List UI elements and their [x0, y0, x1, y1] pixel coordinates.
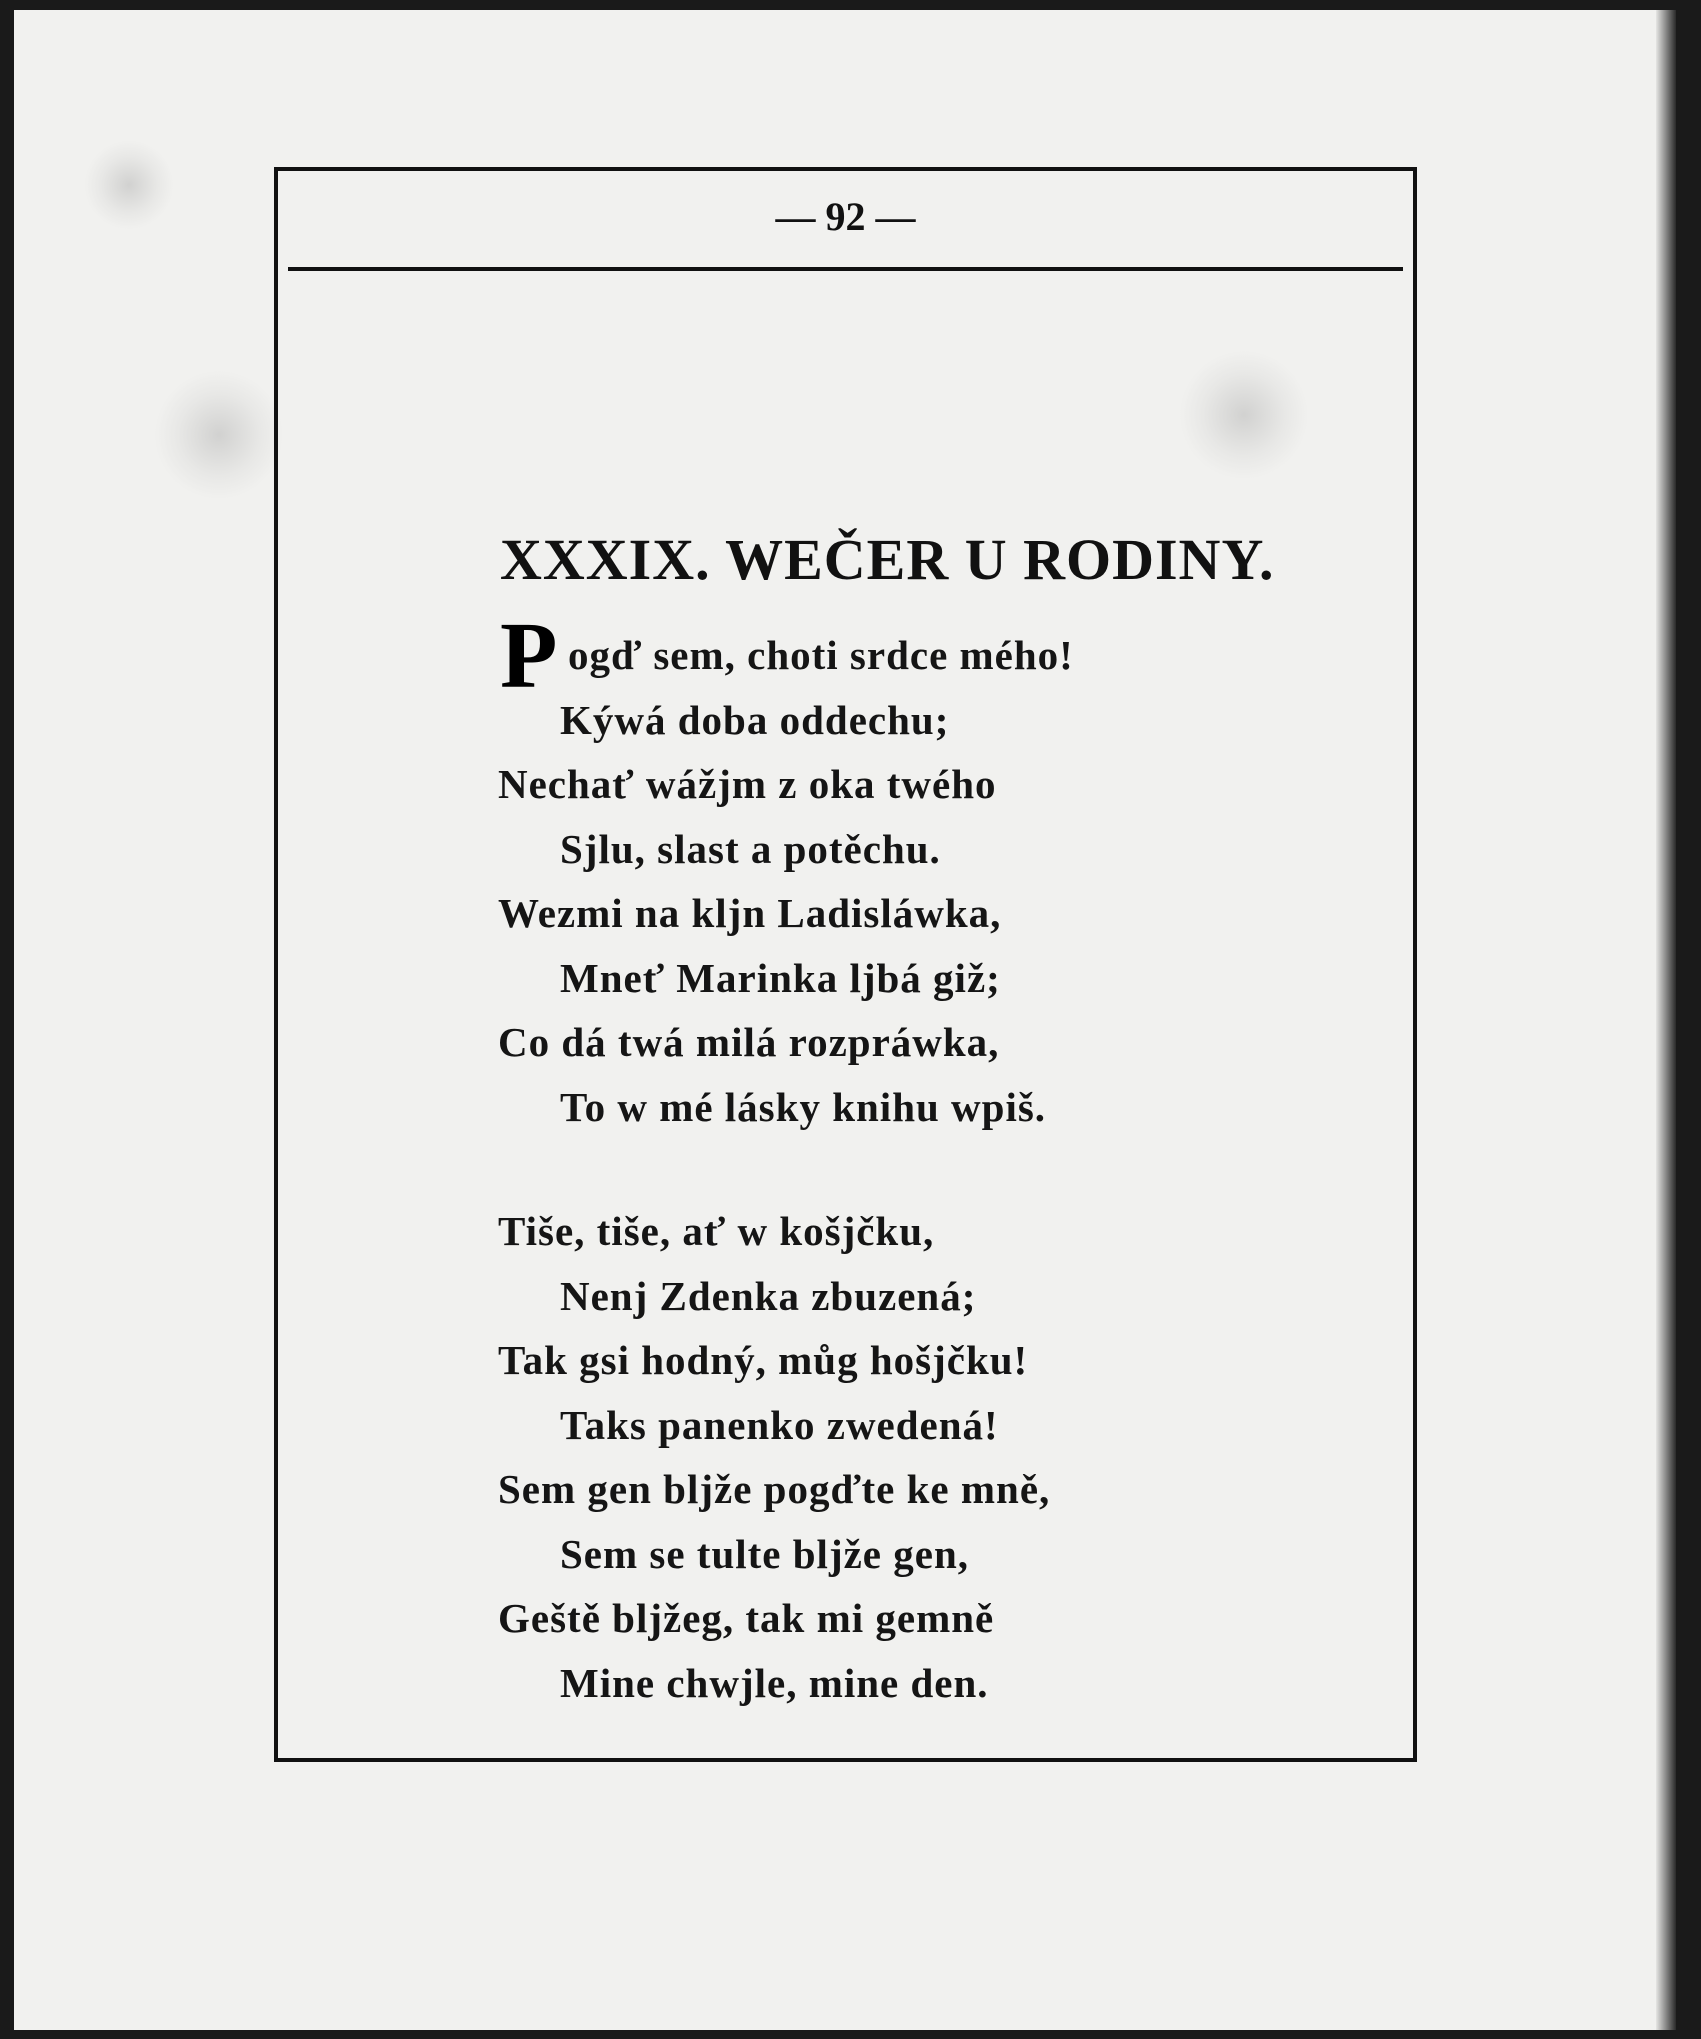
verse-line: Co dá twá milá rozpráwka,: [498, 1019, 1000, 1065]
stanza-2: [498, 1199, 1050, 1715]
verse-line: Mine chwjle, mine den.: [560, 1659, 989, 1706]
verse-line: Sem gen bljže pogďte ke mně,: [498, 1466, 1051, 1512]
page-number: — 92 —: [775, 194, 916, 239]
verse-line: [498, 604, 1074, 708]
verse-line: To w mé lásky knihu wpiš.: [560, 1083, 1047, 1130]
verse-line: Kýwá doba oddechu;: [560, 696, 950, 743]
stanza-1: [498, 604, 1074, 1139]
paper-stain: [154, 370, 284, 500]
book-page: [14, 10, 1676, 2030]
verse-line: Nechať wážjm z oka twého: [498, 761, 997, 807]
verse-line: Sem se tulte bljže gen,: [560, 1530, 969, 1577]
verse-line: Mneť Marinka ljbá giž;: [560, 954, 1001, 1001]
paper-stain: [84, 140, 174, 230]
verse-line: Tak gsi hodný, můg hošjčku!: [498, 1337, 1029, 1383]
page-edge-shadow: [1656, 10, 1676, 2030]
drop-cap: P: [500, 604, 559, 708]
verse-line: Tiše, tiše, ať w košjčku,: [498, 1208, 935, 1254]
verse-line: Wezmi na kljn Ladisláwka,: [498, 890, 1002, 936]
verse-line: Sjlu, slast a potěchu.: [560, 825, 941, 872]
verse-line-text: ogď sem, choti srdce mého!: [568, 632, 1074, 678]
text-frame: [274, 167, 1417, 1762]
poem-title: XXXIX. WEČER U RODINY.: [500, 527, 1275, 592]
verse-line: Taks panenko zwedená!: [560, 1401, 999, 1448]
verse-line: Geště bljžeg, tak mi gemně: [498, 1595, 995, 1641]
verse-line: Nenj Zdenka zbuzená;: [560, 1272, 977, 1319]
header-rule: [288, 267, 1403, 271]
